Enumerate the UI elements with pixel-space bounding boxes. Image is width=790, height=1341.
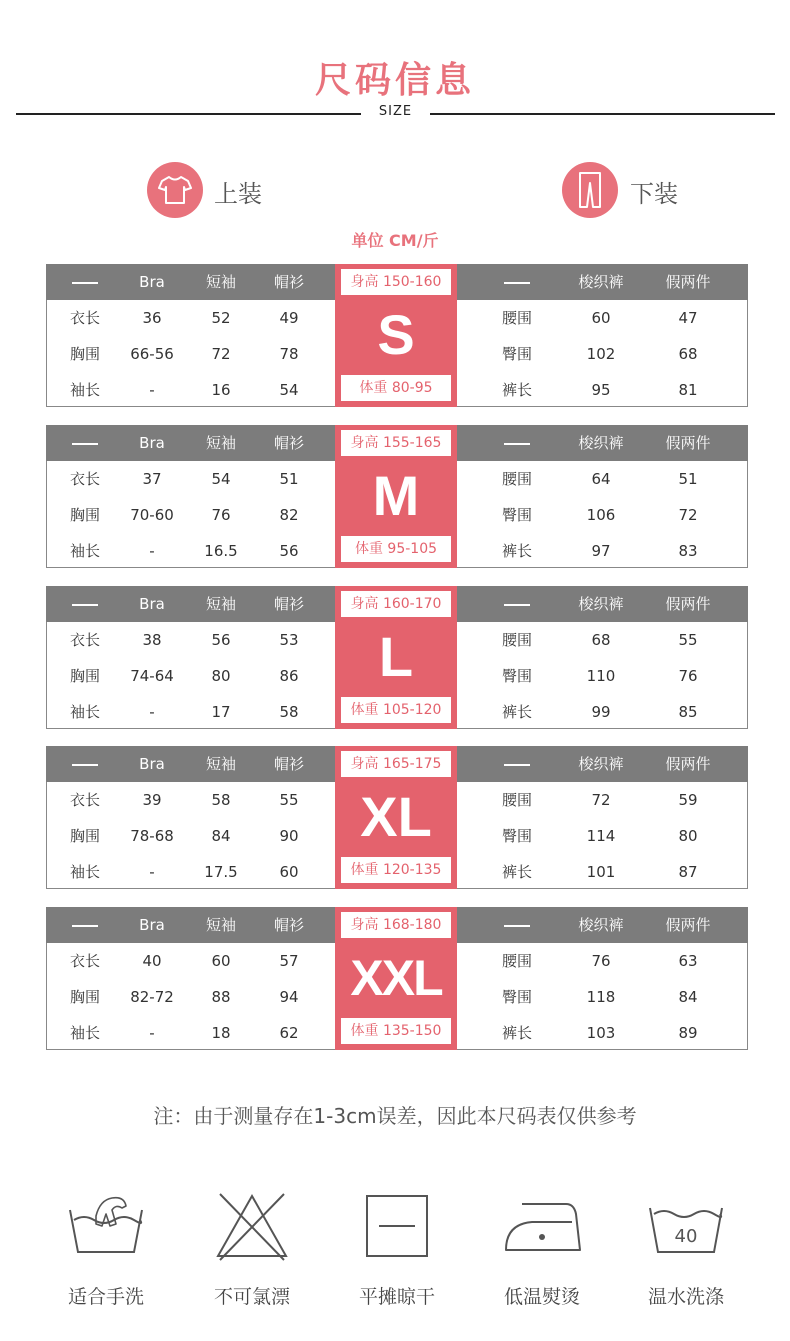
row-label: 腰围 <box>501 631 532 649</box>
size-name: XXL <box>350 950 442 1006</box>
row-label: 腰围 <box>501 309 532 327</box>
table-cell: 106 <box>586 506 616 524</box>
size-band <box>335 746 457 889</box>
size-band <box>335 586 457 729</box>
table-cell: 16 <box>211 381 231 399</box>
column-header: 梭织裤 <box>578 755 624 773</box>
row-label: 衣长 <box>69 309 100 327</box>
header-dash <box>50 264 120 300</box>
table-cell: 110 <box>586 667 616 685</box>
weight-range: 体重 120-135 <box>341 857 451 883</box>
size-name: S <box>377 303 415 366</box>
header-dash <box>482 586 552 622</box>
size-subtitle: SIZE <box>378 104 413 119</box>
table-cell: 64 <box>591 470 611 488</box>
low-iron-icon <box>502 1190 582 1262</box>
table-cell: 54 <box>211 470 231 488</box>
header-dash <box>50 746 120 782</box>
row-label: 衣长 <box>69 791 100 809</box>
table-cell: 90 <box>279 827 299 845</box>
height-range: 身高 165-175 <box>341 751 451 777</box>
care-item-no-bleach <box>192 1190 312 1309</box>
row-label: 胸围 <box>69 506 100 524</box>
table-cell: 81 <box>678 381 698 399</box>
table-cell: 76 <box>678 667 698 685</box>
warm-wash-icon <box>646 1190 726 1262</box>
table-cell: 72 <box>211 345 231 363</box>
table-cell: 57 <box>279 952 299 970</box>
care-item-dry-flat <box>337 1190 457 1309</box>
row-label: 裤长 <box>501 703 532 721</box>
table-cell: 84 <box>678 988 698 1006</box>
size-block-xxl <box>46 907 748 1050</box>
column-header: 帽衫 <box>273 434 304 452</box>
table-cell: 103 <box>586 1024 616 1042</box>
table-cell: - <box>149 542 155 560</box>
column-header: Bra <box>139 916 165 934</box>
row-label: 衣长 <box>69 631 100 649</box>
table-cell: 58 <box>211 791 231 809</box>
pants-icon <box>562 162 618 218</box>
header-dash <box>50 425 120 461</box>
row-label: 衣长 <box>69 952 100 970</box>
table-cell: 36 <box>142 309 162 327</box>
table-cell: 51 <box>279 470 299 488</box>
row-label: 衣长 <box>69 470 100 488</box>
row-label: 裤长 <box>501 381 532 399</box>
table-cell: 94 <box>279 988 299 1006</box>
table-cell: 114 <box>586 827 616 845</box>
table-cell: 85 <box>678 703 698 721</box>
table-cell: 63 <box>678 952 698 970</box>
table-cell: 95 <box>591 381 611 399</box>
column-header: 假两件 <box>665 595 711 613</box>
table-cell: 72 <box>678 506 698 524</box>
table-cell: 58 <box>279 703 299 721</box>
divider-right <box>430 113 775 115</box>
table-cell: 83 <box>678 542 698 560</box>
unit-label: 单位 CM/斤 <box>351 231 439 250</box>
no-bleach-icon <box>212 1190 292 1262</box>
table-cell: 102 <box>586 345 616 363</box>
table-cell: - <box>149 381 155 399</box>
table-cell: 82-72 <box>130 988 174 1006</box>
column-header: 帽衫 <box>273 916 304 934</box>
row-label: 裤长 <box>501 542 532 560</box>
column-header: Bra <box>139 434 165 452</box>
table-cell: 18 <box>211 1024 231 1042</box>
table-cell: 16.5 <box>204 542 238 560</box>
table-cell: 51 <box>678 470 698 488</box>
column-header: 假两件 <box>665 755 711 773</box>
weight-range: 体重 80-95 <box>341 375 451 401</box>
column-header: 假两件 <box>665 434 711 452</box>
size-band <box>335 264 457 407</box>
table-cell: 87 <box>678 863 698 881</box>
row-label: 腰围 <box>501 470 532 488</box>
table-cell: 37 <box>142 470 162 488</box>
tshirt-icon <box>147 162 203 218</box>
column-header: 梭织裤 <box>578 595 624 613</box>
column-header: 短袖 <box>205 916 236 934</box>
table-cell: 60 <box>279 863 299 881</box>
column-header: 帽衫 <box>273 273 304 291</box>
size-band <box>335 907 457 1050</box>
column-header: Bra <box>139 755 165 773</box>
table-cell: 82 <box>279 506 299 524</box>
row-label: 臀围 <box>501 988 532 1006</box>
table-cell: 55 <box>678 631 698 649</box>
table-cell: 68 <box>678 345 698 363</box>
table-cell: 56 <box>211 631 231 649</box>
table-cell: 17.5 <box>204 863 238 881</box>
height-range: 身高 150-160 <box>341 269 451 295</box>
row-label: 裤长 <box>501 863 532 881</box>
table-cell: 39 <box>142 791 162 809</box>
table-cell: 101 <box>586 863 616 881</box>
page-title: 尺码信息 <box>314 60 475 101</box>
column-header: 假两件 <box>665 273 711 291</box>
table-cell: 53 <box>279 631 299 649</box>
table-cell: 80 <box>211 667 231 685</box>
table-cell: 84 <box>211 827 231 845</box>
size-name: M <box>372 464 420 527</box>
weight-range: 体重 135-150 <box>341 1018 451 1044</box>
table-cell: 47 <box>678 309 698 327</box>
table-cell: 118 <box>586 988 616 1006</box>
care-label-no-bleach: 不可氯漂 <box>213 1286 290 1308</box>
table-cell: 74-64 <box>130 667 174 685</box>
header-dash <box>50 586 120 622</box>
care-label-dry-flat: 平摊晾干 <box>358 1286 435 1308</box>
table-cell: 62 <box>279 1024 299 1042</box>
table-cell: 49 <box>279 309 299 327</box>
column-header: 帽衫 <box>273 755 304 773</box>
table-cell: 97 <box>591 542 611 560</box>
table-cell: 78 <box>279 345 299 363</box>
size-block-m <box>46 425 748 568</box>
table-cell: 72 <box>591 791 611 809</box>
care-item-low-iron <box>482 1190 602 1309</box>
table-cell: 60 <box>591 309 611 327</box>
care-label-warm-wash: 温水洗涤 <box>647 1286 724 1308</box>
table-cell: - <box>149 1024 155 1042</box>
column-header: 梭织裤 <box>578 273 624 291</box>
dry-flat-icon <box>357 1190 437 1262</box>
column-header: 短袖 <box>205 595 236 613</box>
table-cell: 76 <box>591 952 611 970</box>
size-band <box>335 425 457 568</box>
column-header: 短袖 <box>205 434 236 452</box>
table-cell: 55 <box>279 791 299 809</box>
column-header: Bra <box>139 273 165 291</box>
row-label: 腰围 <box>501 791 532 809</box>
weight-range: 体重 95-105 <box>341 536 451 562</box>
column-header: 梭织裤 <box>578 916 624 934</box>
header-dash <box>482 746 552 782</box>
table-cell: 17 <box>211 703 231 721</box>
column-header: 帽衫 <box>273 595 304 613</box>
table-cell: 66-56 <box>130 345 174 363</box>
size-name: L <box>378 625 414 688</box>
row-label: 袖长 <box>69 1024 100 1042</box>
table-cell: 59 <box>678 791 698 809</box>
care-label-low-iron: 低温熨烫 <box>503 1286 580 1308</box>
row-label: 胸围 <box>69 827 100 845</box>
row-label: 袖长 <box>69 381 100 399</box>
divider-left <box>16 113 361 115</box>
table-cell: 89 <box>678 1024 698 1042</box>
table-cell: 80 <box>678 827 698 845</box>
size-block-s <box>46 264 748 407</box>
column-header: 假两件 <box>665 916 711 934</box>
weight-range: 体重 105-120 <box>341 697 451 723</box>
row-label: 袖长 <box>69 863 100 881</box>
header-dash <box>482 264 552 300</box>
table-cell: 86 <box>279 667 299 685</box>
row-label: 袖长 <box>69 703 100 721</box>
header-dash <box>482 425 552 461</box>
table-cell: 38 <box>142 631 162 649</box>
row-label: 胸围 <box>69 667 100 685</box>
care-item-warm-wash <box>626 1190 746 1309</box>
table-cell: 88 <box>211 988 231 1006</box>
column-header: 短袖 <box>205 755 236 773</box>
table-cell: - <box>149 863 155 881</box>
column-header: 短袖 <box>205 273 236 291</box>
table-cell: 76 <box>211 506 231 524</box>
care-item-hand-wash <box>46 1190 166 1309</box>
row-label: 胸围 <box>69 345 100 363</box>
column-header: Bra <box>139 595 165 613</box>
table-cell: 70-60 <box>130 506 174 524</box>
table-cell: 54 <box>279 381 299 399</box>
row-label: 臀围 <box>501 667 532 685</box>
size-block-xl <box>46 746 748 889</box>
wash-temperature: 40 <box>674 1226 698 1247</box>
table-cell: 40 <box>142 952 162 970</box>
height-range: 身高 160-170 <box>341 591 451 617</box>
row-label: 臀围 <box>501 506 532 524</box>
size-block-l <box>46 586 748 729</box>
header-dash <box>482 907 552 943</box>
row-label: 臀围 <box>501 345 532 363</box>
row-label: 腰围 <box>501 952 532 970</box>
table-cell: 78-68 <box>130 827 174 845</box>
row-label: 袖长 <box>69 542 100 560</box>
measurement-note: 注：由于测量存在1-3cm误差，因此本尺码表仅供参考 <box>153 1104 637 1128</box>
size-name: XL <box>360 785 432 848</box>
row-label: 胸围 <box>69 988 100 1006</box>
category-bottom-label: 下装 <box>630 180 678 208</box>
table-cell: 99 <box>591 703 611 721</box>
row-label: 裤长 <box>501 1024 532 1042</box>
table-cell: - <box>149 703 155 721</box>
column-header: 梭织裤 <box>578 434 624 452</box>
table-cell: 52 <box>211 309 231 327</box>
category-top-label: 上装 <box>214 180 262 208</box>
table-cell: 56 <box>279 542 299 560</box>
height-range: 身高 155-165 <box>341 430 451 456</box>
height-range: 身高 168-180 <box>341 912 451 938</box>
row-label: 臀围 <box>501 827 532 845</box>
hand-wash-icon <box>66 1190 146 1262</box>
table-cell: 60 <box>211 952 231 970</box>
header-dash <box>50 907 120 943</box>
table-cell: 68 <box>591 631 611 649</box>
care-label-hand-wash: 适合手洗 <box>67 1286 144 1308</box>
